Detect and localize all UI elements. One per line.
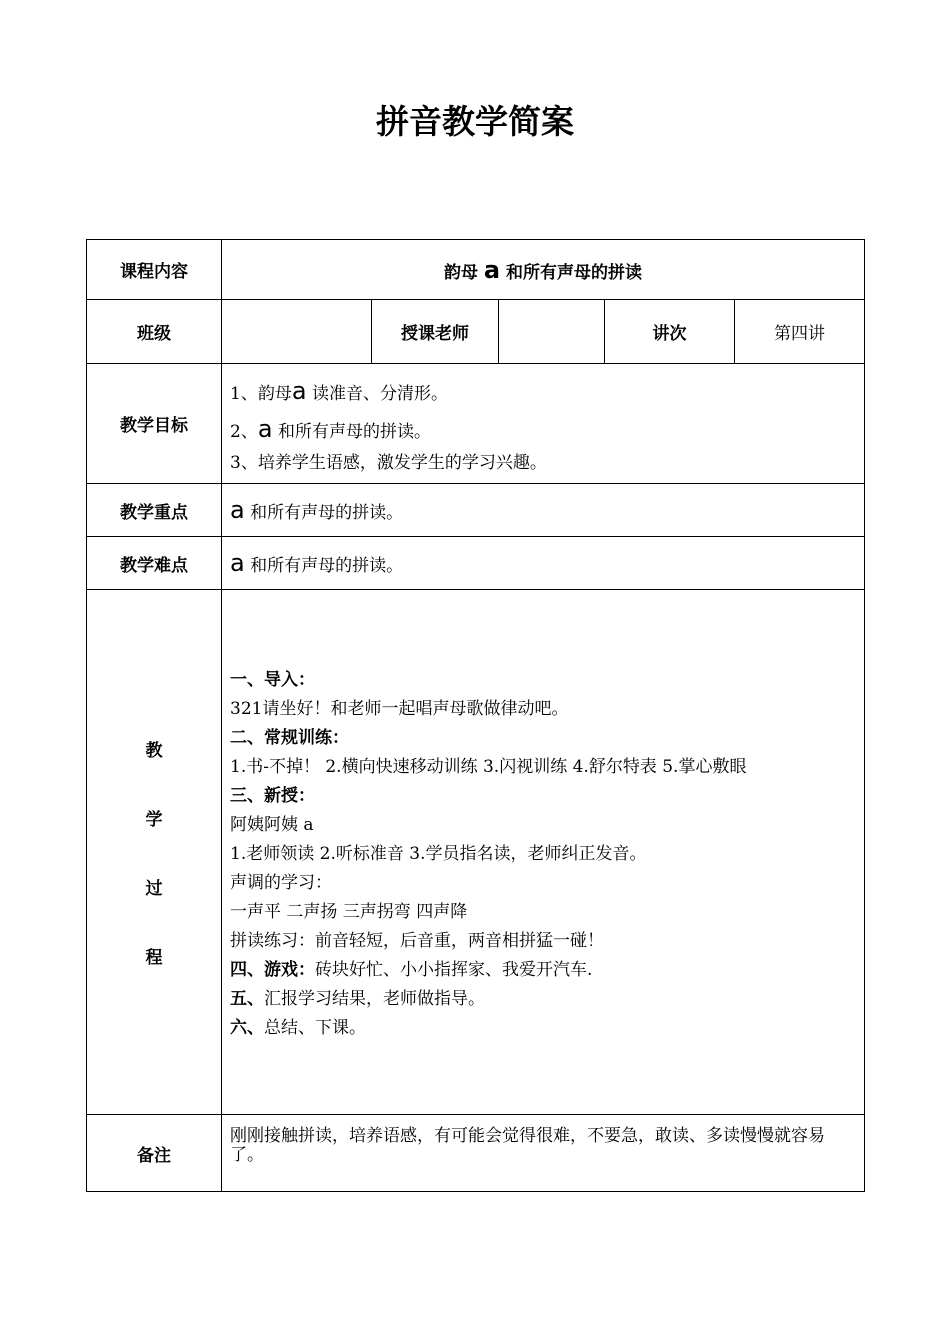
difficulty-label: 教学难点 <box>87 537 222 590</box>
report-line <box>230 985 864 1014</box>
goal-letter-a: a <box>291 377 307 405</box>
process-label-char: 学 <box>145 810 163 830</box>
class-label: 班级 <box>87 300 222 364</box>
goal-item <box>230 417 864 441</box>
new-line-2: 1.老师领读 2.听标准音 3.学员指名读，老师纠正发音。 <box>230 844 647 864</box>
process-label <box>87 590 222 1115</box>
teacher-value <box>499 300 605 364</box>
summary-heading: 六、 <box>230 1018 264 1038</box>
goal-letter-a: a <box>257 415 273 443</box>
key-point-value <box>222 484 865 537</box>
course-value <box>222 240 865 300</box>
key-point-row <box>87 484 865 537</box>
course-rest: 和所有声母的拼读 <box>506 262 643 283</box>
key-point-letter-a: a <box>230 496 245 524</box>
goal-item <box>230 455 864 472</box>
goals-label: 教学目标 <box>87 364 222 484</box>
goal-text: 读准音、分清形。 <box>311 384 448 404</box>
process-label-char: 程 <box>145 948 163 968</box>
teacher-label: 授课老师 <box>372 300 499 364</box>
new-heading: 三、新授： <box>230 786 315 806</box>
report-text: 汇报学习结果，老师做指导。 <box>264 989 485 1009</box>
tone-heading: 声调的学习： <box>230 873 332 893</box>
practice-text: 拼读练习：前音轻短，后音重，两音相拼猛一碰！ <box>230 931 604 951</box>
intro-heading: 一、导入： <box>230 670 315 690</box>
process-label-char: 教 <box>145 741 163 761</box>
report-heading: 五、 <box>230 989 264 1009</box>
summary-line <box>230 1014 864 1043</box>
document-title: 拼音教学简案 <box>376 102 574 141</box>
game-line <box>230 956 864 985</box>
game-text: 砖块好忙、小小指挥家、我爱开汽车. <box>315 960 593 980</box>
routine-heading: 二、常规训练： <box>230 728 349 748</box>
goal-text: 2、 <box>230 422 258 442</box>
goal-text: 和所有声母的拼读。 <box>277 422 431 442</box>
remarks-label: 备注 <box>87 1115 222 1192</box>
routine-text: 1.书-不掉！ 2.横向快速移动训练 3.闪视训练 4.舒尔特表 5.掌心敷眼 <box>230 757 747 777</box>
session-value: 第四讲 <box>735 300 865 364</box>
course-letter-a: a <box>483 255 501 284</box>
goal-text: 1、韵母 <box>230 384 292 404</box>
intro-text: 321请坐好！和老师一起唱声母歌做律动吧。 <box>230 699 569 719</box>
class-value <box>222 300 372 364</box>
course-label: 课程内容 <box>87 240 222 300</box>
session-label: 讲次 <box>605 300 735 364</box>
process-label-char: 过 <box>145 879 163 899</box>
course-row <box>87 240 865 300</box>
tone-text: 一声平 二声扬 三声拐弯 四声降 <box>230 902 468 922</box>
new-line-1: 阿姨阿姨 a <box>230 815 314 835</box>
goals-row <box>87 364 865 484</box>
goals-list <box>222 364 865 484</box>
difficulty-letter-a: a <box>230 549 245 577</box>
difficulty-row <box>87 537 865 590</box>
goal-text: 3、培养学生语感，激发学生的学习兴趣。 <box>230 453 547 473</box>
goal-item <box>230 379 864 403</box>
difficulty-value <box>222 537 865 590</box>
course-prefix: 韵母 <box>444 262 478 283</box>
remarks-row <box>87 1115 865 1192</box>
key-point-label: 教学重点 <box>87 484 222 537</box>
summary-text: 总结、下课。 <box>264 1018 366 1038</box>
process-content <box>222 590 865 1115</box>
process-row <box>87 590 865 1115</box>
lesson-plan-table <box>86 239 865 1192</box>
game-heading: 四、游戏： <box>230 960 315 980</box>
difficulty-text: 和所有声母的拼读。 <box>250 556 404 576</box>
key-point-text: 和所有声母的拼读。 <box>250 503 404 523</box>
remarks-text: 刚刚接触拼读，培养语感，有可能会觉得很难，不要急，敢读、多读慢慢就容易了。 <box>222 1115 865 1192</box>
info-row <box>87 300 865 364</box>
